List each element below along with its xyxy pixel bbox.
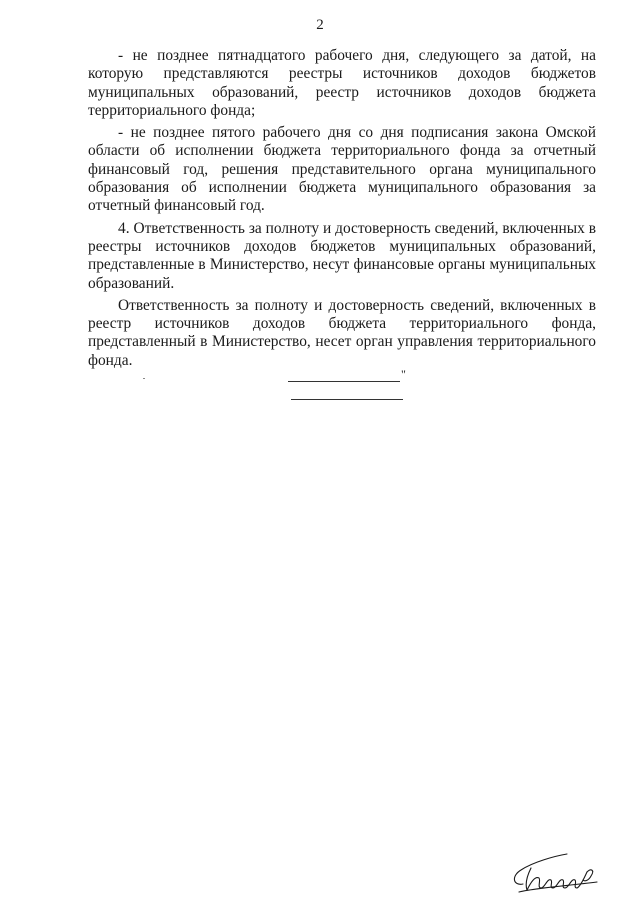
page-number: 2 [316, 17, 324, 33]
paragraph-deadline-fifth-day: - не позднее пятого рабочего дня со дня подписания закона Омской области об исполнении бюджета территориального фонда за отчетный финансовый год, решения представительного органа муниципального образования об исполнении бюджета муниципального образования за отчетный финансовый год. [88, 124, 596, 215]
scan-speck [143, 378, 145, 379]
end-rule-bottom [291, 399, 403, 400]
paragraph-responsibility-municipal: 4. Ответственность за полноту и достоверность сведений, включенных в реестры источников доходов бюджетов муниципальных образований, представленные в Министерство, несут финансовые органы муниципальных образований. [88, 219, 596, 292]
end-of-document-marks [0, 367, 640, 410]
signature-initials [505, 846, 605, 898]
paragraph-deadline-fifteenth-day: - не позднее пятнадцатого рабочего дня, следующего за датой, на которую представляются реестры источников доходов бюджетов муниципальных образований, реестр источников доходов бюджета территориального фонда; [88, 47, 596, 119]
end-rule-top [288, 381, 400, 382]
closing-quote-mark: " [401, 367, 406, 381]
paragraph-responsibility-territorial-fund: Ответственность за полноту и достоверность сведений, включенных в реестр источников доходов бюджета территориального фонда, представленный в Министерство, несет орган управления территориального фонда. [88, 296, 596, 369]
document-body [88, 47, 596, 374]
